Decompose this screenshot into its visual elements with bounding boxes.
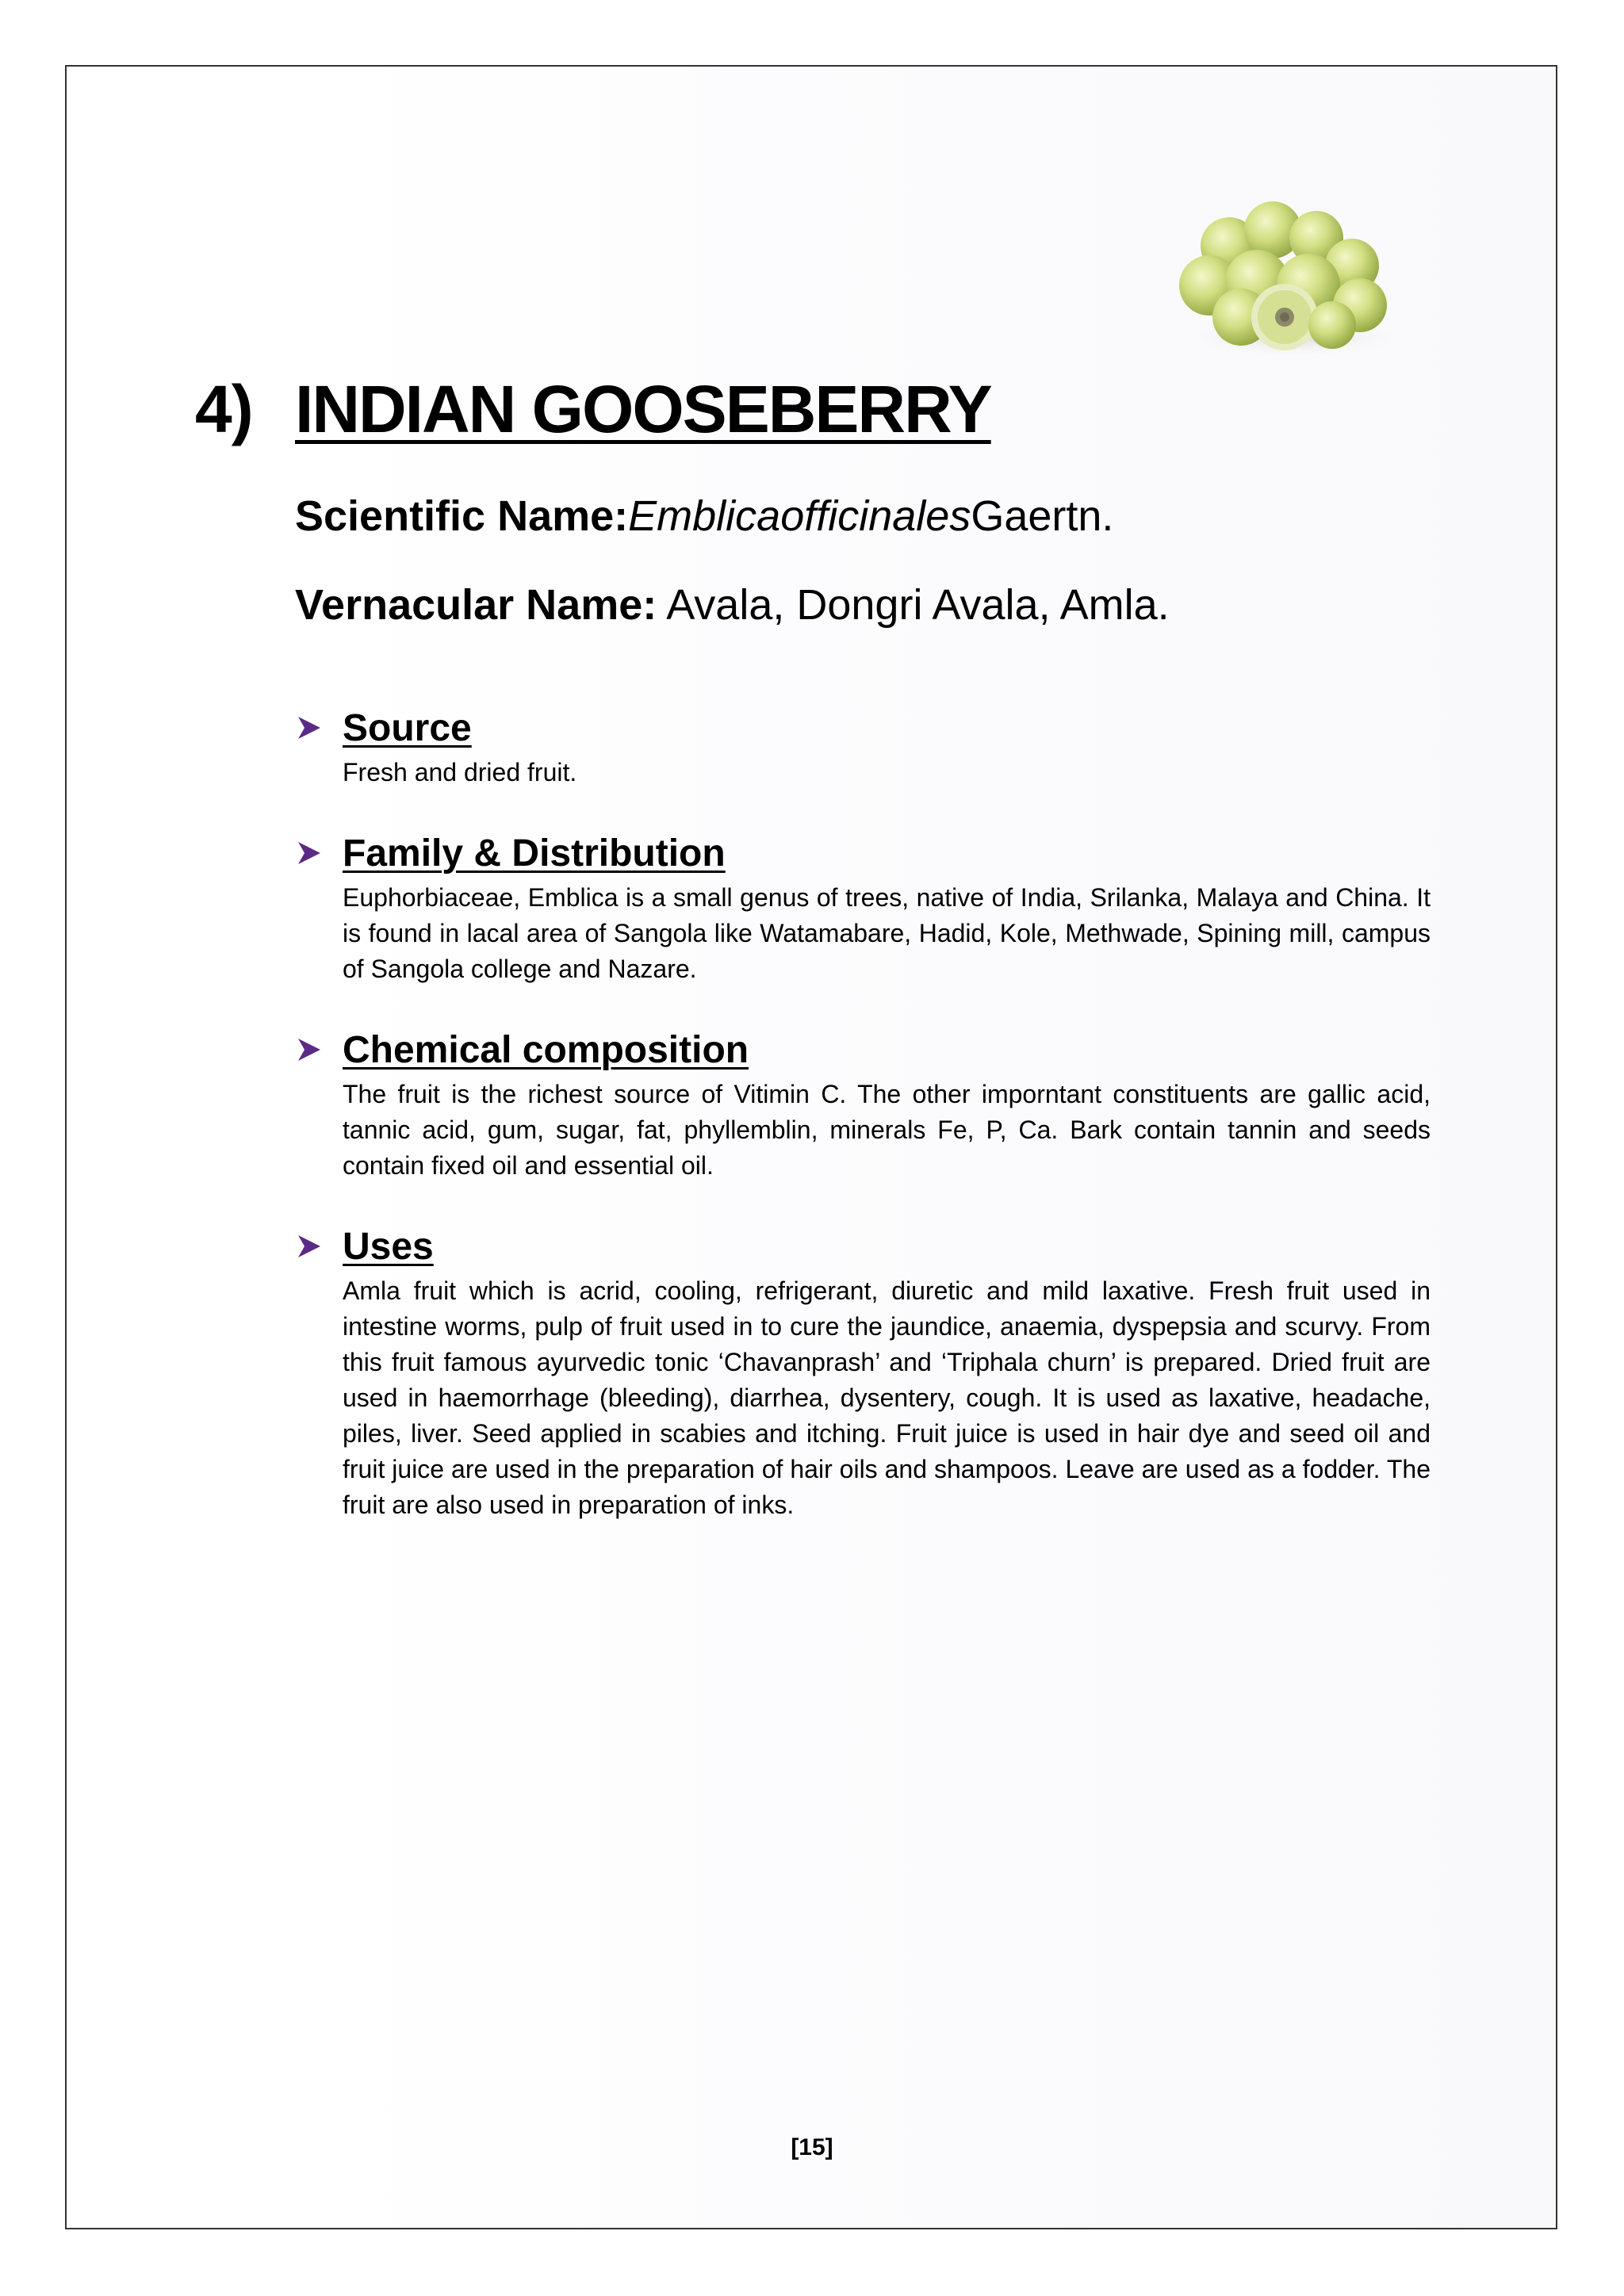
section-chemical-composition — [295, 1024, 1431, 1184]
section-uses — [295, 1221, 1431, 1523]
title-number: 4) — [195, 372, 253, 446]
vernacular-name — [295, 580, 1170, 629]
scientific-name-author: Gaertn. — [971, 492, 1114, 540]
gooseberry-fruit-image — [1154, 190, 1423, 365]
page-number: [15] — [791, 2134, 833, 2160]
scientific-name — [295, 492, 1113, 541]
section-source — [295, 702, 1431, 790]
scientific-name-italic: Emblicaofficinales — [628, 492, 971, 540]
section-title: Source — [343, 706, 472, 749]
title-text: INDIAN GOOSEBERRY — [295, 372, 991, 446]
arrow-bullet-icon — [295, 714, 324, 742]
scientific-name-label: Scientific Name: — [295, 492, 629, 540]
section-body: The fruit is the richest source of Vitimin C. The other imporntant constituents are gallic acid, tannic acid, gum, sugar, fat, phyllemblin, minerals Fe, P, Ca. Bark contain tannin and seeds contain fixed oil and essential oil. — [343, 1080, 1431, 1180]
section-body: Amla fruit which is acrid, cooling, refrigerant, diuretic and mild laxative. Fresh fruit used in intestine worms, pulp of fruit used in to cure the jaundice, anaemia, dyspepsia and scurvy. From this fruit famous ayurvedic tonic ‘Chavanprash’ and ‘Triphala churn’ is prepared. Dried fruit are used in haemorrhage (bleeding), diarrhea, dysentery, cough. It is used as laxative, headache, piles, liver. Seed applied in scabies and itching. Fruit juice is used in hair dye and seed oil and fruit juice are used in the preparation of hair oils and shampoos. Leave are used as a fodder. The fruit are also used in preparation of inks. — [343, 1276, 1431, 1519]
arrow-bullet-icon — [295, 1232, 324, 1261]
vernacular-name-value: Avala, Dongri Avala, Amla. — [657, 581, 1170, 629]
section-family-distribution — [295, 828, 1431, 987]
vernacular-name-label: Vernacular Name: — [295, 581, 657, 629]
section-body: Fresh and dried fruit. — [343, 758, 577, 786]
section-title: Uses — [343, 1225, 434, 1268]
arrow-bullet-icon — [295, 839, 324, 867]
arrow-bullet-icon — [295, 1035, 324, 1064]
section-body: Euphorbiaceae, Emblica is a small genus of trees, native of India, Srilanka, Malaya and China. It is found in lacal area of Sangola like Watamabare, Hadid, Kole, Methwade, Spining mill, campus of Sangola college and Nazare. — [343, 883, 1431, 983]
section-title: Chemical composition — [343, 1028, 749, 1071]
page-title — [195, 371, 991, 448]
section-title: Family & Distribution — [343, 832, 726, 874]
